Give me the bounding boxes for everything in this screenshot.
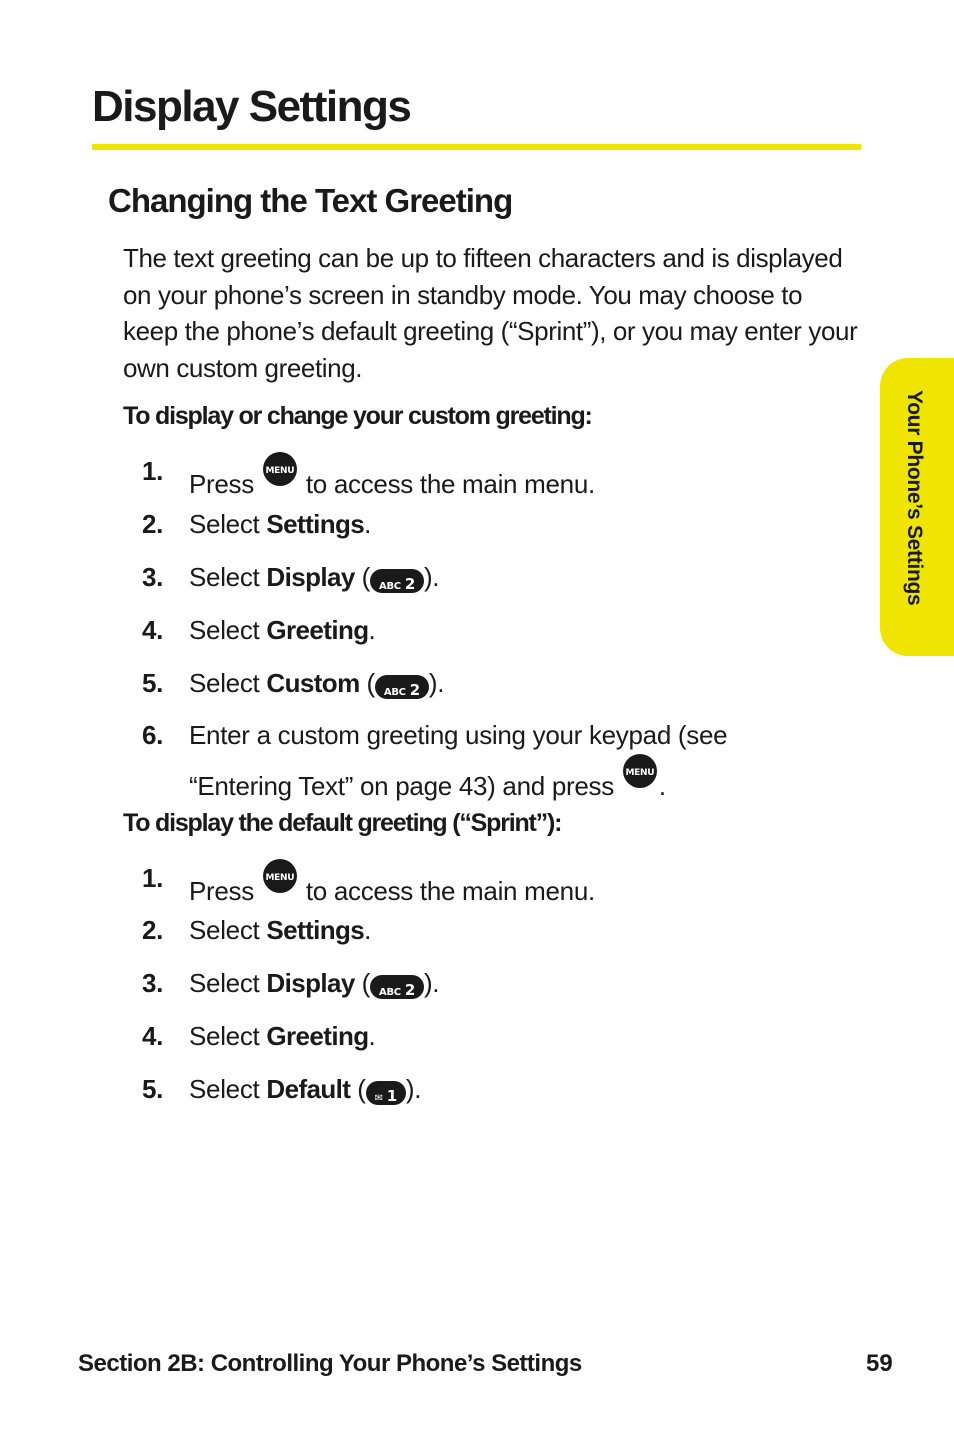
step-text: to access the main menu. (305, 876, 595, 906)
step-text: Press (189, 876, 254, 906)
step-text: Select (189, 615, 260, 645)
menu-option-greeting: Greeting (266, 1021, 369, 1051)
menu-option-display: Display (266, 562, 355, 592)
footer-section-title: Section 2B: Controlling Your Phone’s Settings (78, 1350, 582, 1377)
menu-ok-key-icon: MENU OK (623, 754, 657, 788)
mail-1-key-icon: ✉ 1 (366, 1081, 406, 1105)
step-text: Select (189, 509, 260, 539)
procedure-heading-default: To display the default greeting (“Sprint”): (123, 809, 562, 837)
intro-paragraph: The text greeting can be up to fifteen characters and is displayed on your phone’s screen in standby mode. You may choose to keep the phone’s default greeting (“Sprint”), or you may enter your own custom greeting. (123, 243, 858, 383)
abc2-key-icon: ABC 2 (370, 569, 424, 593)
abc2-key-icon: ABC 2 (370, 975, 424, 999)
step-number: 1. (142, 456, 164, 486)
step-custom-1 (142, 452, 782, 503)
section-heading: Changing the Text Greeting (108, 182, 513, 219)
menu-option-custom: Custom (266, 668, 360, 698)
page-number: 59 (866, 1350, 893, 1377)
step-custom-3: 3. Select Display ( ABC 2 ). (142, 558, 782, 596)
abc2-key-icon: ABC 2 (375, 675, 429, 699)
step-default-5: 5. Select Default ( ✉ 1 ). (142, 1070, 782, 1108)
step-custom-6: 6. Enter a custom greeting using your keypad (see “Entering Text” on page 43) and press MENU OK . (142, 716, 782, 805)
step-number: 3. (142, 562, 164, 592)
menu-ok-key-icon: MENU OK (263, 452, 297, 486)
step-number: 5. (142, 668, 164, 698)
step-text: Select (189, 915, 260, 945)
menu-ok-key-icon: MENU OK (263, 859, 297, 893)
step-text: Select (189, 562, 260, 592)
menu-option-settings: Settings (266, 509, 365, 539)
menu-option-settings: Settings (266, 915, 365, 945)
step-number: 4. (142, 1021, 164, 1051)
step-default-2: 2. Select Settings. (142, 911, 782, 949)
menu-option-display: Display (266, 968, 355, 998)
procedure-heading-custom: To display or change your custom greeting: (123, 402, 592, 430)
step-number: 2. (142, 509, 164, 539)
step-custom-2: 2. Select Settings. (142, 505, 782, 543)
menu-option-default: Default (266, 1074, 351, 1104)
step-number: 1. (142, 863, 164, 893)
step-number: 2. (142, 915, 164, 945)
step-default-4: 4. Select Greeting. (142, 1017, 782, 1055)
step-text: Select (189, 1074, 260, 1104)
step-number: 4. (142, 615, 164, 645)
step-default-1 (142, 859, 782, 910)
step-text: Select (189, 668, 260, 698)
side-tab-label: Your Phone’s Settings (903, 390, 926, 606)
menu-option-greeting: Greeting (266, 615, 369, 645)
step-text: Select (189, 1021, 260, 1051)
step-number: 3. (142, 968, 164, 998)
title-rule (92, 144, 861, 150)
step-text: Select (189, 968, 260, 998)
step-number: 5. (142, 1074, 164, 1104)
step-number: 6. (142, 720, 164, 750)
page-title: Display Settings (92, 82, 411, 131)
step-default-3: 3. Select Display ( ABC 2 ). (142, 964, 782, 1002)
step-text: to access the main menu. (305, 469, 595, 499)
step-custom-5: 5. Select Custom ( ABC 2 ). (142, 664, 782, 702)
step-custom-4: 4. Select Greeting. (142, 611, 782, 649)
step-text: Enter a custom greeting using your keypad (see “Entering Text” on page 43) and press (189, 720, 728, 801)
step-text: Press (189, 469, 254, 499)
